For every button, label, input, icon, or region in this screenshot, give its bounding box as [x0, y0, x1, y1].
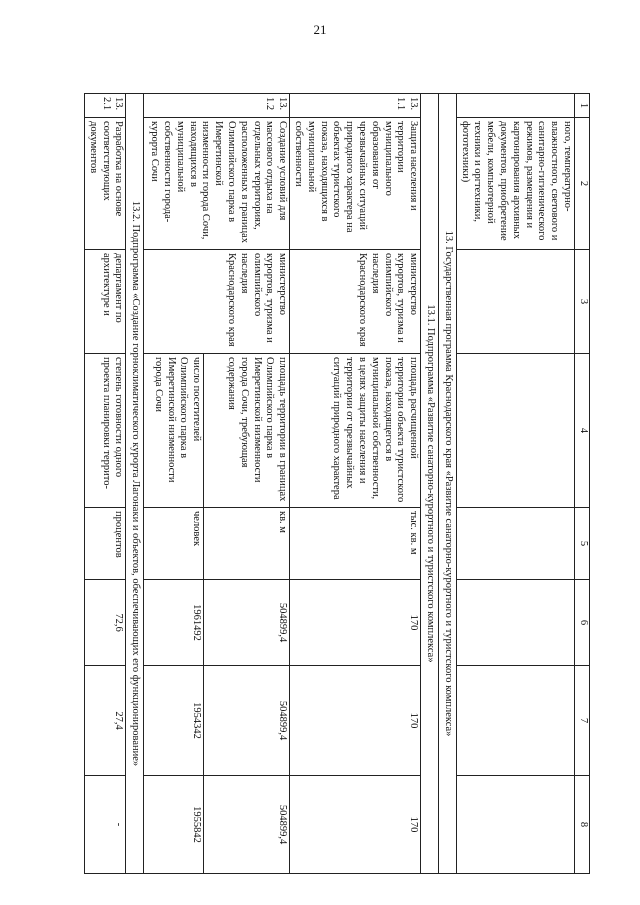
indicator-cell: степень готовности одного проекта планировки террито- — [85, 354, 126, 508]
table-row — [204, 94, 290, 874]
value-cell-7: 27,4 — [85, 666, 126, 776]
unit-cell: кв. м — [204, 508, 290, 580]
program-table — [84, 93, 590, 874]
indicator-cell: число посетителей Олимпийского парка в Имеретинской низменности города Сочи — [144, 354, 204, 508]
column-number-row — [575, 94, 590, 874]
table-row — [85, 94, 126, 874]
page-number: 21 — [313, 22, 327, 37]
value-cell-6: 170 — [290, 580, 421, 666]
section-13-row — [439, 94, 457, 874]
subprogram-13-1-title: 13.1. Подпрограмма «Развитие санаторно-курортного и туристского комплекса» — [421, 94, 439, 874]
section-13-title: 13. Государственная программа Краснодарского края «Развитие санаторно-курортного и туристского комплекса» — [439, 94, 457, 874]
col-number-3: 3 — [575, 250, 590, 354]
col-number-7: 7 — [575, 666, 590, 776]
continuation-event-text: ного, температурно-влажностного, светового и санитарно-гигиенического режимов, размещения и картонирования архивных документов, приобретение мебели, компьютерной техники и оргтехники, фототехники) — [456, 118, 574, 250]
value-cell-8: 504899,4 — [204, 776, 290, 874]
continuation-row — [456, 94, 574, 874]
executor-cell: министерство курортов, туризма и олимпийского наследия Краснодарского края — [290, 250, 421, 354]
value-cell-7: 1954342 — [144, 666, 204, 776]
row-number: 13.2.1 — [85, 94, 126, 118]
value-cell-7: 170 — [290, 666, 421, 776]
unit-cell: процентов — [85, 508, 126, 580]
row-number: 13.1.1 — [290, 94, 421, 118]
subprogram-13-2-title: 13.2. Подпрограмма «Создание горноклиматического курорта Лагонаки и объектов, обеспечивающих его функционирование» — [126, 94, 144, 874]
table-row — [290, 94, 421, 874]
value-cell-8: 1955842 — [144, 776, 204, 874]
value-cell-6: 1961492 — [144, 580, 204, 666]
event-cell: Создание условий для массового отдыха на отдельных территориях, расположенных в границах Олимпийского парка в Имеретинской низменности города Сочи, находящихся в муниципальной собственности города-курорта Сочи — [144, 118, 290, 250]
col-number-4: 4 — [575, 354, 590, 508]
indicator-cell: площадь территории в границах Олимпийского парка в Имеретинской низменности города Сочи, требующая содержания — [204, 354, 290, 508]
col-number-6: 6 — [575, 580, 590, 666]
col-number-5: 5 — [575, 508, 590, 580]
indicator-cell: площадь расчищенной территории объекта туристского показа, находящегося в муниципальной собственности, в целях защиты населения и территории от чрезвычайных ситуаций природного характера — [290, 354, 421, 508]
executor-cell: департамент по архитектуре и — [85, 250, 126, 354]
value-cell-8: 170 — [290, 776, 421, 874]
col-number-1: 1 — [575, 94, 590, 118]
event-cell: Защита населения и территории муниципального образования от чрезвычайных ситуаций природного характера на объектах туристского показа, находящихся в муниципальной собственности — [290, 118, 421, 250]
value-cell-6: 72,6 — [85, 580, 126, 666]
row-number: 13.1.2 — [144, 94, 290, 118]
col-number-2: 2 — [575, 118, 590, 250]
value-cell-6: 504899,4 — [204, 580, 290, 666]
executor-cell: министерство курортов, туризма и олимпийского наследия Краснодарского края — [144, 250, 290, 354]
unit-cell: тыс. кв. м — [290, 508, 421, 580]
subprogram-13-1-row — [421, 94, 439, 874]
subprogram-13-2-row — [126, 94, 144, 874]
col-number-8: 8 — [575, 776, 590, 874]
value-cell-8: - — [85, 776, 126, 874]
value-cell-7: 504899,4 — [204, 666, 290, 776]
unit-cell: человек — [144, 508, 204, 580]
event-cell: Разработка на основе соответствующих документов — [85, 118, 126, 250]
rotated-table-wrapper — [87, 93, 590, 873]
